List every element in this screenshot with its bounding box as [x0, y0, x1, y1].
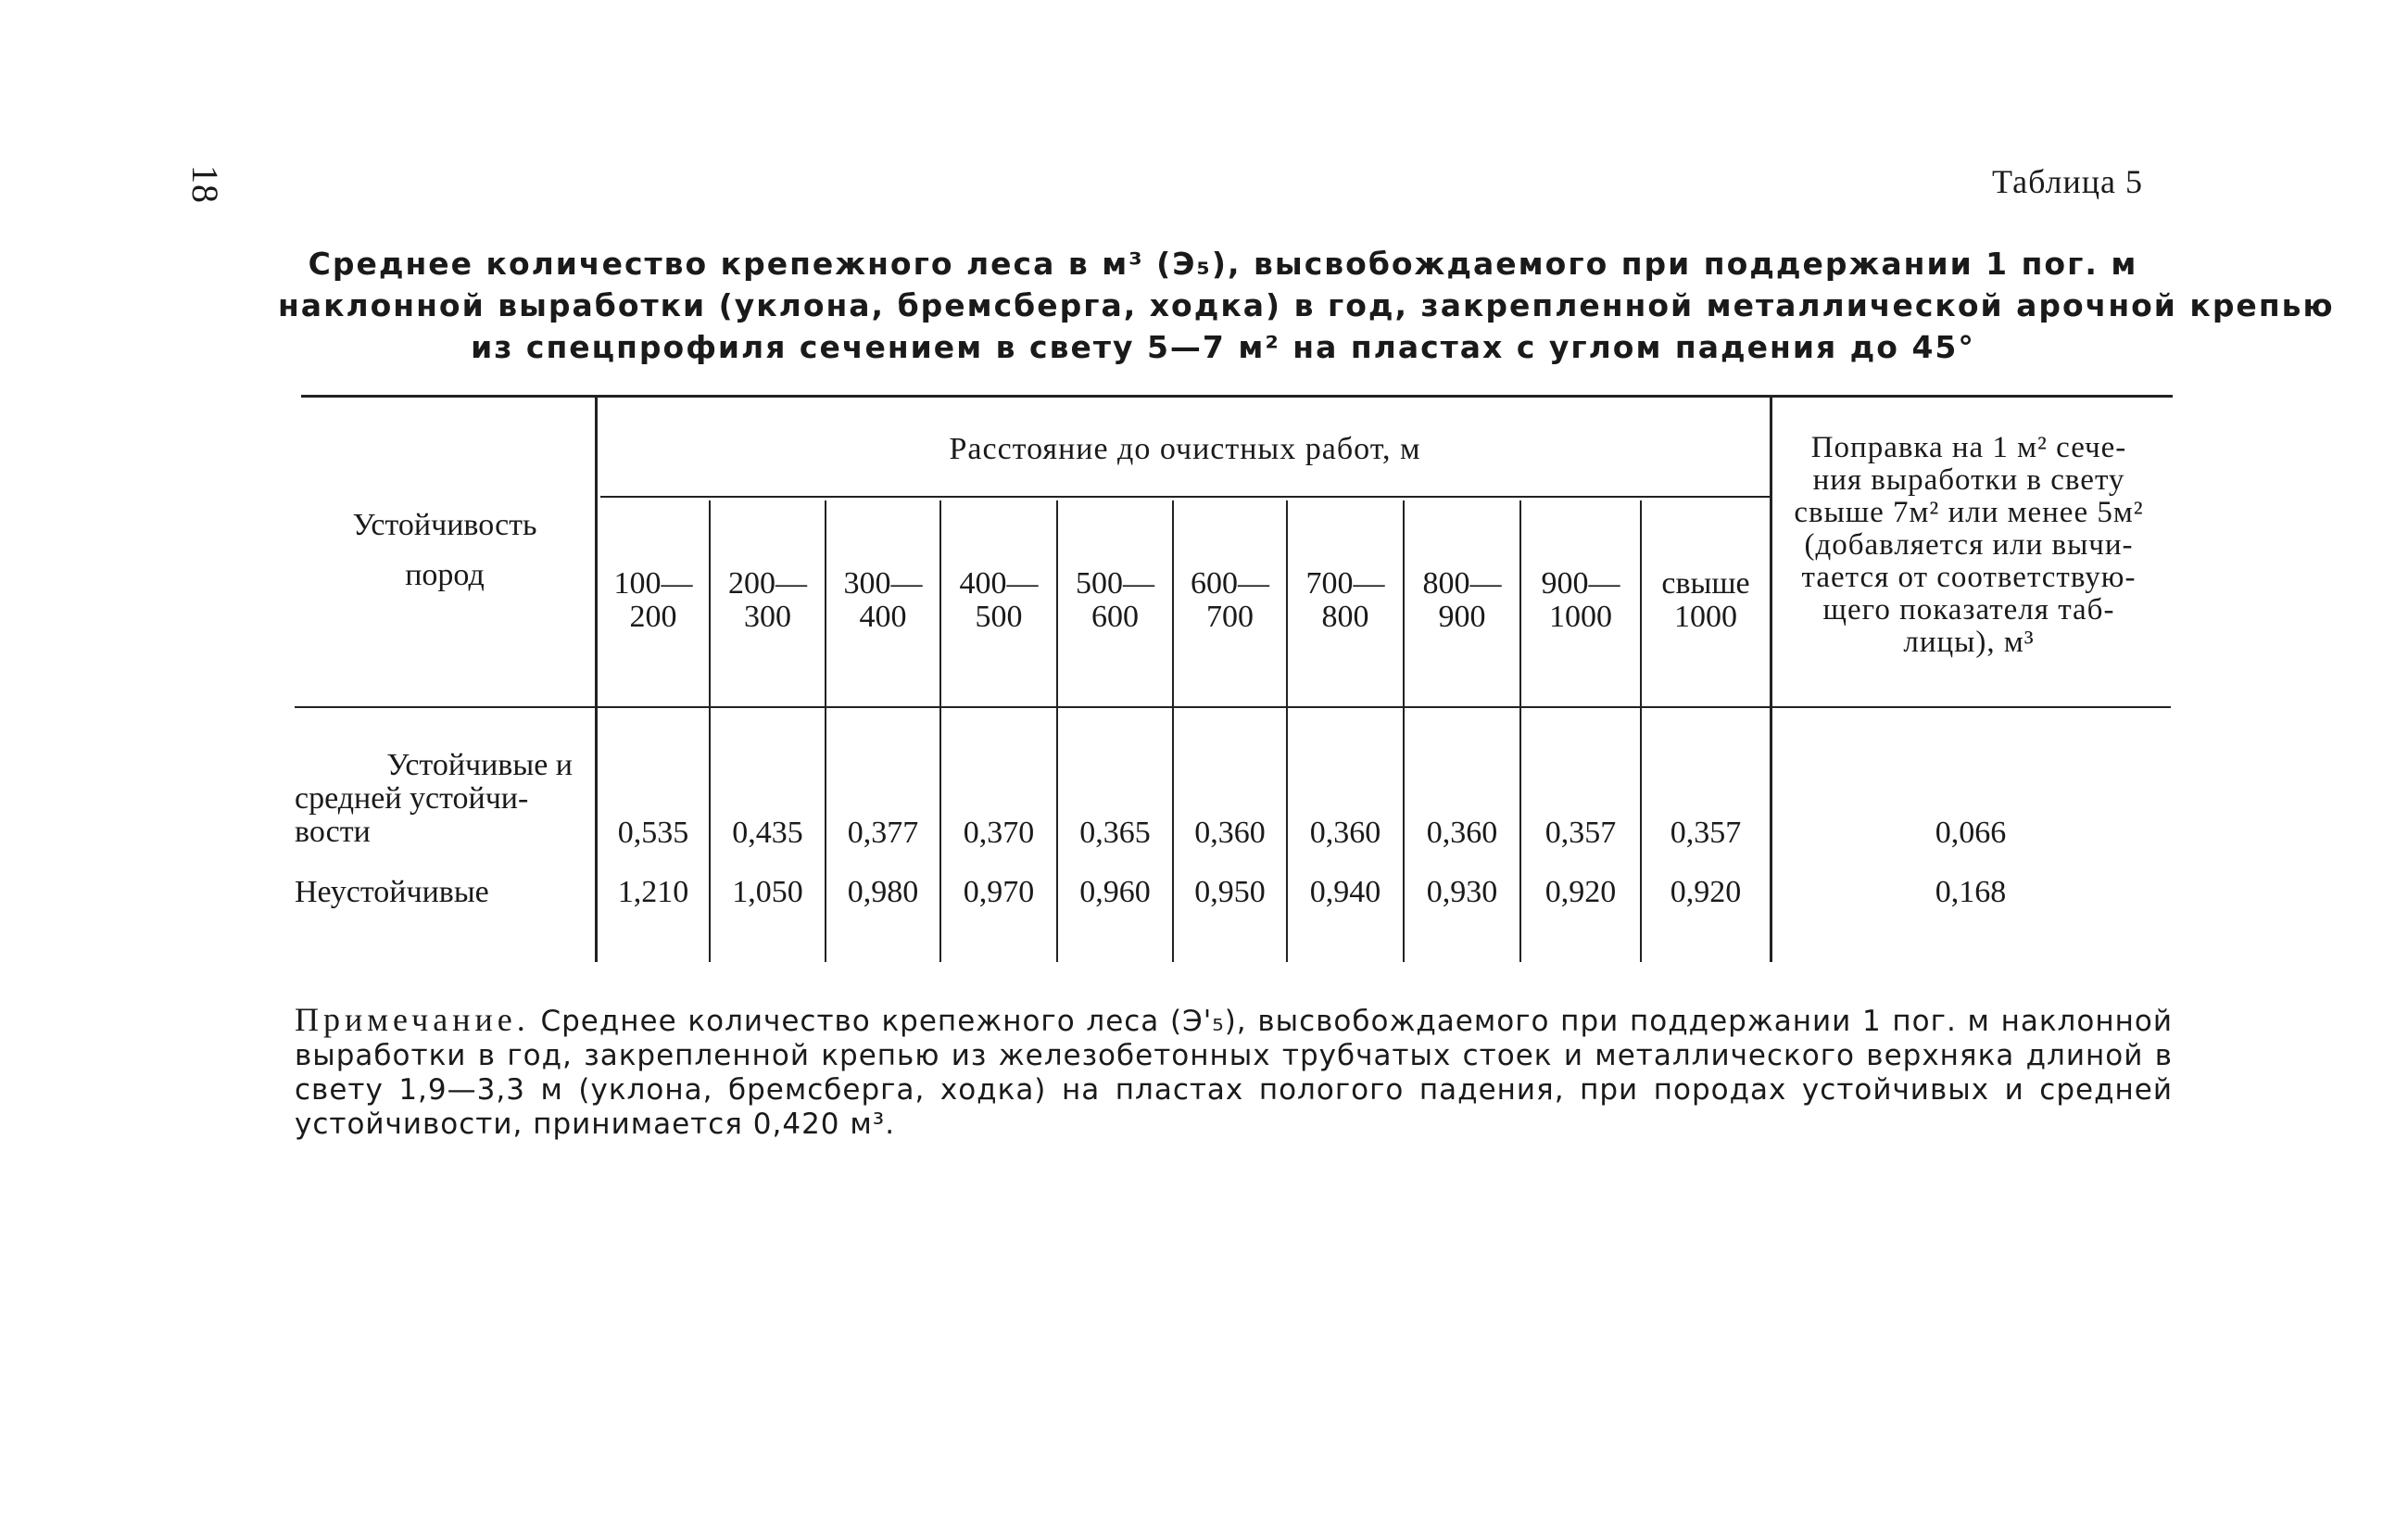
row-label: Неустойчивые [295, 875, 489, 909]
table-cell: 0,370 [963, 816, 1035, 850]
table-cell: 0,377 [847, 816, 919, 850]
table-cell: 0,930 [1426, 875, 1498, 909]
table-cell: 0,950 [1194, 875, 1266, 909]
column-header: свыше 1000 [1661, 566, 1750, 634]
column-header: 100— 200 [613, 566, 693, 634]
table-label: Таблица 5 [1992, 163, 2143, 200]
table-cell: 0,980 [847, 875, 919, 909]
table-note [295, 1003, 2173, 1142]
correction-header: Поправка на 1 м² сече- ния выработки в свету свыше 7м² или менее 5м² (добавляется или вычи- тается от соответствую- щего показателя таб- лицы), м³ [1794, 431, 2144, 659]
note-text: Среднее количество крепежного леса (Э'₅), высвобождаемого при поддержании 1 пог. м наклонной выработки в год, закрепленной крепью из железобетонных трубчатых стоек и металлического верхняка длиной в свету 1,9—3,3 м (уклона, бремсберга, ходка) на пластах пологого падения, при породах устойчивых и средней устойчивости, принимается 0,420 м³. [295, 1005, 2173, 1141]
row-label: Устойчивые и средней устойчи- вости [295, 748, 573, 849]
title-line-2: наклонной выработки (уклона, бремсберга, ходка) в год, закрепленной металлической арочной крепью [278, 287, 2335, 323]
table-top-rule [301, 395, 2173, 398]
table-cell: 0,435 [732, 816, 803, 850]
table-cell: 0,970 [963, 875, 1035, 909]
table-cell: 0,357 [1544, 816, 1617, 850]
title-line-3: из спецпрофиля сечением в свету 5—7 м² на пластах с углом падения до 45° [471, 329, 1975, 365]
table-cell: 0,360 [1194, 816, 1266, 850]
correction-cell: 0,168 [1935, 875, 2007, 909]
row-header-label: пород [405, 558, 485, 592]
header-bottom-rule [295, 706, 2171, 708]
table-title [278, 243, 2335, 368]
column-header: 200— 300 [728, 566, 807, 634]
column-header: 900— 1000 [1541, 566, 1620, 634]
page-number: 18 [184, 165, 226, 204]
table-cell: 0,360 [1309, 816, 1381, 850]
table-cell: 0,920 [1670, 875, 1742, 909]
table-cell: 0,535 [617, 816, 689, 850]
distance-header-rule [600, 496, 1770, 498]
table-cell: 1,210 [617, 875, 689, 909]
correction-cell: 0,066 [1935, 816, 2007, 850]
column-header: 600— 700 [1191, 566, 1269, 634]
column-header: 700— 800 [1305, 566, 1385, 634]
table-cell: 0,960 [1079, 875, 1151, 909]
table-cell: 0,365 [1079, 816, 1151, 850]
column-header: 800— 900 [1422, 566, 1502, 634]
title-line-1: Среднее количество крепежного леса в м³ (Э₅), высвобождаемого при поддержании 1 пог. м [308, 246, 2138, 282]
table-cell: 0,940 [1309, 875, 1381, 909]
table-cell: 1,050 [732, 875, 803, 909]
note-lead: Примечание. [295, 1001, 530, 1038]
table-cell: 0,357 [1670, 816, 1742, 850]
column-header: 400— 500 [959, 566, 1039, 634]
table-cell: 0,920 [1544, 875, 1617, 909]
column-header: 300— 400 [843, 566, 923, 634]
table-cell: 0,360 [1426, 816, 1498, 850]
row-header-label: Устойчивость [352, 508, 537, 542]
distance-header: Расстояние до очистных работ, м [949, 432, 1421, 466]
column-header: 500— 600 [1076, 566, 1154, 634]
